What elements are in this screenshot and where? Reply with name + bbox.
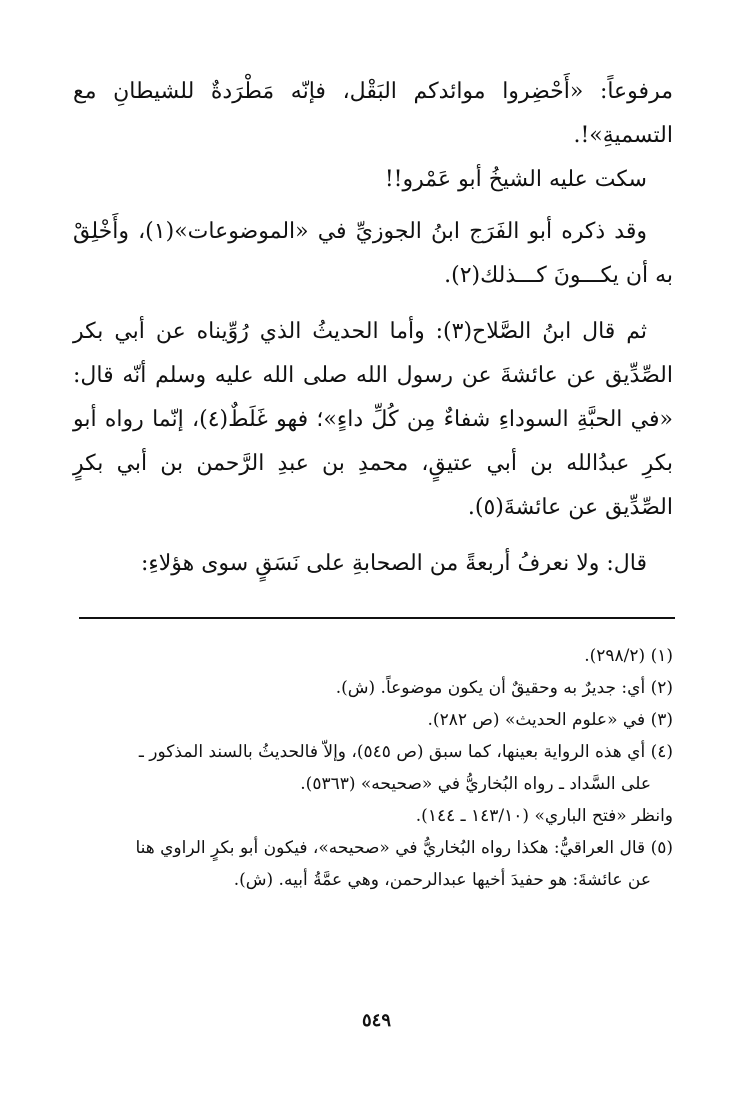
footnote-1: (١) (٢٩٨/٢). <box>584 646 673 666</box>
footnote-separator <box>79 617 675 619</box>
footnote-5: (٥) قال العراقيُّ: هكذا رواه البُخاريُّ في «صحيحه»، فيكون أبو بكرٍ الراوي هنا <box>135 838 673 858</box>
paragraph-ibn-salah: ثم قال ابنُ الصَّلاح(٣): وأما الحديثُ الذي رُوِّيناه عن أبي بكر الصِّدِّيق عن عائشةَ عن رسول الله صلى الله عليه وسلم أنّه قال: «في الحبَّةِ السوداءِ شفاءٌ مِن كُلِّ داءٍ»؛ فهو غَلَطٌ(٤)، إنّما رواه أبو بكرِ عبدُالله بن أبي عتيقٍ، محمدِ بن عبدِ الرَّحمن بن أبي بكرٍ الصِّدِّيق عن عائشةَ(٥). <box>73 319 673 520</box>
footnote-4: (٤) أي هذه الرواية بعينها، كما سبق (ص ٥٤٥)، وإلاّ فالحديثُ بالسند المذكور ـ <box>138 742 673 762</box>
paragraph-four-companions: قال: ولا نعرفُ أربعةً من الصحابةِ على نَسَقٍ سوى هؤلاءِ: <box>140 551 647 576</box>
footnote-5-continued: عن عائشةَ: هو حفيدَ أخيها عبدالرحمن، وهي عمَّةُ أبيه. (ش). <box>233 870 651 890</box>
footnotes <box>73 640 673 896</box>
footnote-4-see-also: وانظر «فتح الباري» (١٤٣/١٠ ـ ١٤٤). <box>415 806 673 826</box>
main-text <box>73 70 673 586</box>
footnote-3: (٣) في «علوم الحديث» (ص ٢٨٢). <box>427 710 673 730</box>
page-number: ٥٤٩ <box>361 1010 391 1031</box>
paragraph-mawduat: وقد ذكره أبو الفَرَج ابنُ الجوزيِّ في «الموضوعات»(١)، وأَخْلِقْ به أن يكـــونَ كـــذلك(٢). <box>73 219 673 288</box>
paragraph-silence-note: سكت عليه الشيخُ أبو عَمْرو!! <box>384 167 647 192</box>
footnote-2: (٢) أي: جديرٌ به وحقيقٌ أن يكون موضوعاً. (ش). <box>335 678 673 698</box>
paragraph-hadith-vegetables: مرفوعاً: «أَحْضِروا موائدكم البَقْل، فإنّه مَطْرَدةٌ للشيطانِ مع التسميةِ»!. <box>73 79 673 148</box>
footnote-4-continued: على السَّداد ـ رواه البُخاريُّ في «صحيحه» (٥٣٦٣). <box>300 774 651 794</box>
